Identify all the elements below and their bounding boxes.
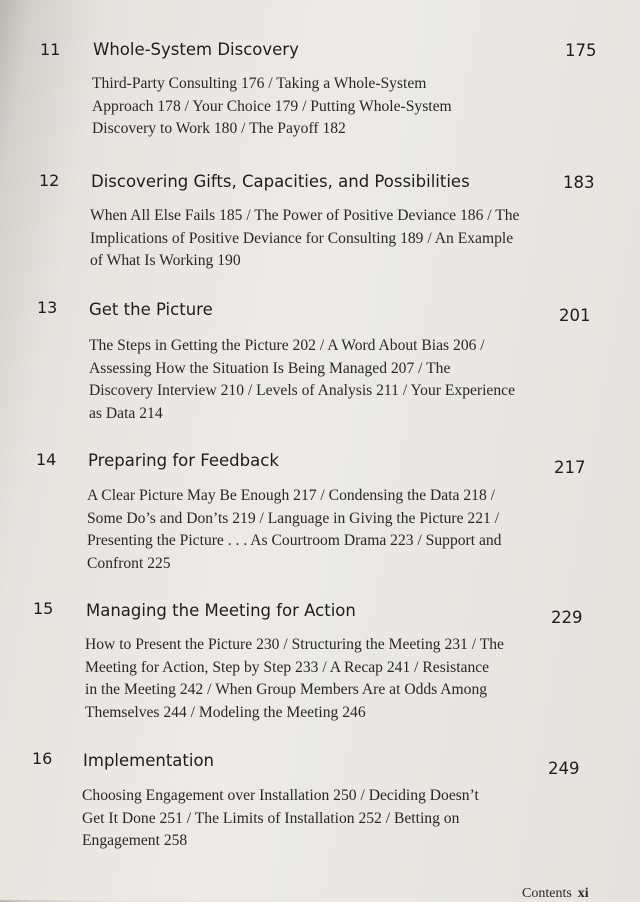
chapter-sections — [90, 205, 519, 273]
footer-page-number: xi — [577, 886, 589, 901]
chapter-title: Whole-System Discovery — [93, 40, 299, 59]
section-line: Approach 178 / Your Choice 179 / Putting Whole-System — [92, 97, 452, 115]
chapter-title: Implementation — [83, 751, 215, 770]
section-line: Confront 225 — [87, 554, 171, 572]
chapter-page-number: 175 — [565, 41, 597, 60]
chapter-sections — [82, 785, 479, 853]
section-line: of What Is Working 190 — [90, 252, 241, 269]
chapter-page-number: 201 — [559, 306, 591, 325]
section-line: Themselves 244 / Modeling the Meeting 246 — [85, 703, 366, 721]
section-line: Choosing Engagement over Installation 250 / Deciding Doesn’t — [82, 787, 479, 804]
chapter-number: 11 — [40, 40, 61, 59]
section-line: Implications of Positive Deviance for Consulting 189 / An Example — [90, 229, 514, 247]
section-line: Discovery to Work 180 / The Payoff 182 — [92, 120, 346, 137]
chapter-number: 12 — [39, 171, 60, 190]
chapter-page-number: 183 — [563, 173, 595, 192]
chapter-number: 14 — [36, 450, 57, 469]
section-line: Some Do’s and Don’ts 219 / Language in Giving the Picture 221 / — [87, 509, 500, 527]
chapter-sections — [89, 335, 515, 425]
footer-label: Contents — [522, 886, 572, 901]
section-line: How to Present the Picture 230 / Structuring the Meeting 231 / The — [85, 636, 504, 653]
section-line: Meeting for Action, Step by Step 233 / A Recap 241 / Resistance — [85, 658, 490, 676]
chapter-number: 16 — [32, 749, 53, 768]
chapter-title: Managing the Meeting for Action — [86, 601, 356, 620]
section-line: in the Meeting 242 / When Group Members Are at Odds Among — [85, 681, 488, 698]
chapter-title: Get the Picture — [89, 300, 213, 319]
section-line: When All Else Fails 185 / The Power of Positive Deviance 186 / The — [90, 207, 520, 224]
chapter-title: Discovering Gifts, Capacities, and Possibilities — [91, 172, 470, 191]
section-line: Get It Done 251 / The Limits of Installation 252 / Betting on — [82, 809, 460, 827]
chapter-page-number: 217 — [554, 458, 586, 477]
section-line: The Steps in Getting the Picture 202 / A Word About Bias 206 / — [89, 337, 485, 354]
chapter-page-number: 249 — [548, 759, 580, 778]
chapter-number: 13 — [37, 298, 58, 317]
chapter-number: 15 — [33, 599, 54, 618]
section-line: Assessing How the Situation Is Being Managed 207 / The — [89, 359, 451, 377]
section-line: Presenting the Picture . . . As Courtroom Drama 223 / Support and — [87, 532, 502, 549]
section-line: Discovery Interview 210 / Levels of Analysis 211 / Your Experience — [89, 382, 515, 399]
section-line: Third-Party Consulting 176 / Taking a Whole-System — [92, 75, 427, 92]
section-line: as Data 214 — [89, 404, 163, 422]
chapter-title: Preparing for Feedback — [88, 451, 279, 470]
section-line: Engagement 258 — [82, 832, 188, 849]
section-line: A Clear Picture May Be Enough 217 / Condensing the Data 218 / — [87, 487, 495, 504]
chapter-sections — [85, 634, 504, 724]
chapter-sections — [92, 73, 452, 141]
chapter-sections — [87, 485, 501, 575]
chapter-page-number: 229 — [551, 608, 583, 627]
